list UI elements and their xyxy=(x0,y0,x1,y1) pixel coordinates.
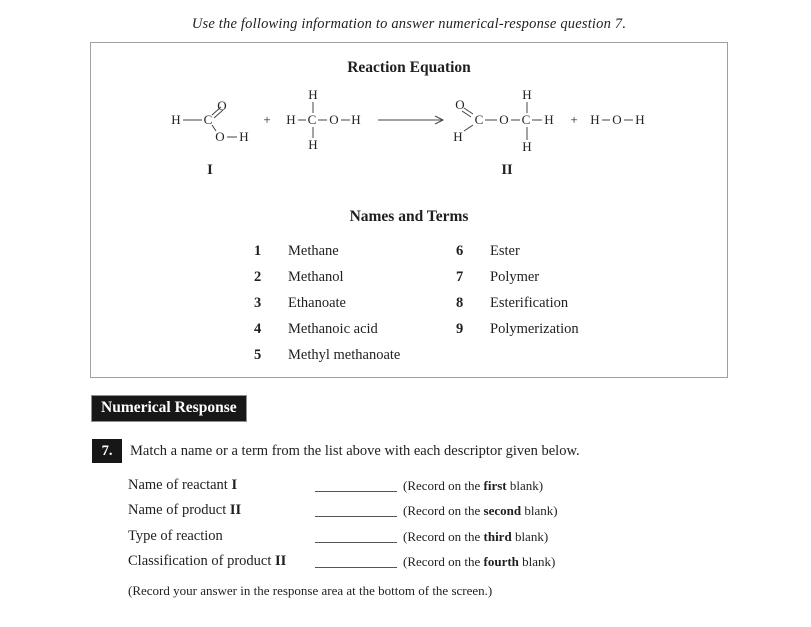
term-label: Polymer xyxy=(490,269,540,285)
atom-h: H xyxy=(544,112,554,127)
descriptor-text: Name of product xyxy=(128,502,230,518)
atom-c: C xyxy=(474,112,484,127)
record-note-text: blank) xyxy=(518,554,556,569)
term-item xyxy=(254,346,400,372)
atom-o: O xyxy=(329,112,339,127)
record-note-text: (Record on the xyxy=(403,503,484,518)
question-text: Match a name or a term from the list above with each descriptor given below. xyxy=(130,443,580,459)
terms-column-right xyxy=(456,242,579,346)
names-and-terms-heading: Names and Terms xyxy=(349,208,469,225)
term-label: Methane xyxy=(288,243,339,259)
term-number: 9 xyxy=(456,321,464,337)
term-number: 1 xyxy=(254,243,262,259)
question-number-box: 7. xyxy=(92,439,122,463)
atom-c: C xyxy=(307,112,317,127)
atom-h: H xyxy=(522,87,532,102)
term-number: 5 xyxy=(254,347,262,363)
term-label: Esterification xyxy=(490,295,569,311)
atom-h: H xyxy=(239,129,249,144)
answer-blank xyxy=(315,477,397,492)
plus-sign: + xyxy=(263,112,271,127)
record-note xyxy=(403,503,558,519)
record-note xyxy=(403,478,543,494)
descriptor-text: Classification of product xyxy=(128,553,275,569)
atom-h: H xyxy=(351,112,361,127)
atom-h: H xyxy=(308,87,318,102)
term-label: Methanol xyxy=(288,269,344,285)
answer-blank xyxy=(315,502,397,517)
record-note-bold: third xyxy=(483,529,512,544)
answer-row xyxy=(128,527,688,547)
term-label: Ethanoate xyxy=(288,295,346,311)
atom-c: C xyxy=(203,112,213,127)
atom-h: H xyxy=(590,112,600,127)
atom-h: H xyxy=(308,137,318,152)
record-note-text: (Record on the xyxy=(403,554,484,569)
term-label: Polymerization xyxy=(490,321,579,337)
record-note-text: (Record on the xyxy=(403,529,484,544)
descriptor-label xyxy=(128,553,286,569)
record-note-bold: first xyxy=(483,478,507,493)
term-number: 2 xyxy=(254,269,262,285)
term-item xyxy=(254,294,400,320)
atom-h: H xyxy=(171,112,181,127)
answer-row xyxy=(128,476,688,496)
atom-o: O xyxy=(612,112,622,127)
answer-row xyxy=(128,501,688,521)
term-number: 4 xyxy=(254,321,262,337)
use-information-instruction: Use the following information to answer numerical-response question 7. xyxy=(191,16,627,32)
term-item xyxy=(456,294,579,320)
descriptor-label xyxy=(128,502,241,518)
atom-o: O xyxy=(217,98,227,113)
answer-blank xyxy=(315,553,397,568)
term-item xyxy=(456,320,579,346)
plus-sign: + xyxy=(570,112,578,127)
terms-column-left xyxy=(254,242,400,372)
atom-o: O xyxy=(215,129,225,144)
structure-label-i: I xyxy=(207,162,213,178)
term-number: 8 xyxy=(456,295,464,311)
record-note-text: blank) xyxy=(506,478,544,493)
record-note-text: blank) xyxy=(521,503,558,518)
descriptor-text: Name of reactant xyxy=(128,477,232,493)
record-note xyxy=(403,554,555,570)
term-label: Methyl methanoate xyxy=(288,347,401,363)
atom-o: O xyxy=(455,97,465,112)
term-item xyxy=(456,268,579,294)
descriptor-bold: II xyxy=(229,502,242,518)
reaction-equation-diagram xyxy=(161,81,661,181)
term-item xyxy=(254,268,400,294)
term-number: 6 xyxy=(456,243,464,259)
term-item xyxy=(254,320,400,346)
descriptor-text: Type of reaction xyxy=(128,528,223,544)
descriptor-bold: I xyxy=(231,477,238,493)
atom-h: H xyxy=(522,139,532,154)
term-number: 7 xyxy=(456,269,464,285)
atom-o: O xyxy=(499,112,509,127)
term-item xyxy=(254,242,400,268)
record-note-text: blank) xyxy=(511,529,549,544)
numerical-response-banner: Numerical Response xyxy=(91,395,247,422)
information-box xyxy=(90,42,728,378)
structure-label-ii: II xyxy=(501,162,513,178)
descriptor-label xyxy=(128,477,237,493)
reaction-equation-heading: Reaction Equation xyxy=(347,59,471,76)
atom-h: H xyxy=(453,129,463,144)
record-note-text: (Record on the xyxy=(403,478,484,493)
term-number: 3 xyxy=(254,295,262,311)
term-label: Methanoic acid xyxy=(288,321,378,337)
record-note-bold: second xyxy=(483,503,522,518)
record-answer-footer-note: (Record your answer in the response area at the bottom of the screen.) xyxy=(128,583,493,598)
atom-c: C xyxy=(521,112,531,127)
descriptor-bold: II xyxy=(274,553,287,569)
answer-descriptor-list xyxy=(128,476,688,586)
term-item xyxy=(456,242,579,268)
single-bond xyxy=(464,125,473,131)
term-label: Ester xyxy=(490,243,520,259)
record-note xyxy=(403,529,548,545)
descriptor-label xyxy=(128,528,223,544)
atom-h: H xyxy=(635,112,645,127)
record-note-bold: fourth xyxy=(483,554,519,569)
answer-row xyxy=(128,552,688,572)
atom-h: H xyxy=(286,112,296,127)
answer-blank xyxy=(315,528,397,543)
